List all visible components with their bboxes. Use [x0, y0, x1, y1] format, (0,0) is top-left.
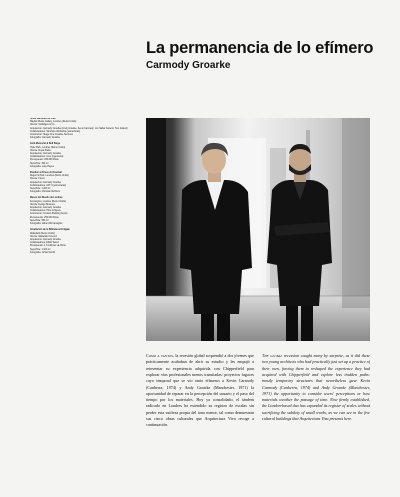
credit-line: Fotografía: Johan Dehlin: [30, 251, 56, 254]
architects-photo: [146, 118, 370, 341]
credit-line: Hyde Park, Londres (Reino Unido): [30, 146, 66, 149]
credit-line: Colaboradores: Arup (ingeniería): [30, 156, 64, 159]
body-text-spanish: la recesión global sorprendió a dos jóvenes que prácticamente acababan de abrir su estudio y les empujó a reinventar su experiencia adquirida con Chipperfield para explorar vías profesionales menos transitadas: proyectos fugaces cuyo temporal que se vio tanto efímeros a Kevin Carmody (Canberra, 1974) y Andy Groarke (Manchester, 1971) la oportunidad de reparar en la percepción del usuario y el paso del tiempo por los materiales. Hoy ya consolidado, el tándem radicado en Londres ha extendido su registro de escalas sin perder esta sutileza propia del tono menor, tal como demuestran sus cinco obras culturales que Arquitectura Viva recoge a continuación.: [146, 353, 254, 428]
lead-in-spanish: Como a tantos,: [146, 353, 175, 359]
credit-line: Cliente: Design Museum: [30, 203, 56, 206]
credit-line: Fotografía: Gilbert McCarragher: [30, 223, 63, 226]
credit-block: [30, 118, 136, 140]
credit-line: Presupuesto: 450.000 libras: [30, 159, 59, 162]
credit-line: Cliente: Frieze: [30, 178, 45, 181]
credit-line: Wakefield (Reino Unido): [30, 232, 55, 235]
credit-line: Presupuesto: 250.000 libras: [30, 216, 59, 219]
credit-line: Superficie: 300 m²: [30, 162, 49, 165]
credit-line: Arquitectos: Carmody Groarke: [30, 238, 62, 241]
credit-heading: Ampliación de la Biblioteca Kirkgate: [30, 229, 70, 232]
credit-line: Fotografía: Luke Hayes: [30, 165, 54, 168]
credit-line: Arquitectos: Carmody Groarke: [30, 153, 62, 156]
credit-line: Arquitectos: Carmody Groarke: [30, 181, 62, 184]
article-subtitle: Carmody Groarke: [146, 60, 231, 71]
credit-line: Constructor: Stage One Creative Services: [30, 134, 73, 137]
credit-line: Arquitectos: Carmody Groarke (Andy Groarke, Kevin Carmody; con Sahar Kazemi, Tom Ireland): [30, 127, 128, 130]
article-body-spanish: [146, 353, 254, 477]
credit-line: Arquitectos: Carmody Groarke: [30, 207, 62, 210]
article-title: La permanencia de lo efímero: [146, 39, 374, 57]
article-body-english: [262, 353, 370, 477]
credit-line: Fotografía: Carmody Groarke: [30, 137, 60, 140]
credit-line: Fotografía: Christian Richters: [30, 191, 60, 194]
credit-line: Cliente: Selfridges & Co.: [30, 124, 56, 127]
credit-line: Colaboradores: AKT II (estructuras): [30, 184, 67, 187]
credit-line: Colaboradores: Structure Workshop (estructuras): [30, 130, 81, 133]
credit-block: [30, 229, 136, 255]
credit-block: [30, 197, 136, 226]
credit-line: Colaboradores: Elliott Wood: [30, 242, 59, 245]
credit-block: [30, 172, 136, 194]
credit-heading: Museo del Diseño de Londres: [30, 197, 63, 200]
credit-line: Superficie: 1.200 m²: [30, 188, 51, 191]
project-credits: [30, 118, 136, 478]
credit-line: Cliente: Royal Parks: [30, 149, 51, 152]
credit-block: [30, 143, 136, 169]
lead-in-english: The global: [262, 353, 283, 359]
credit-line: Regent's Park, Londres (Reino Unido): [30, 175, 69, 178]
credit-line: Constructor: Coulson Building Group: [30, 213, 68, 216]
credit-heading: Pavilion at Frieze Art Festival: [30, 172, 62, 175]
credit-line: Cliente: Wakefield Council: [30, 235, 57, 238]
credit-line: Kensington, Londres (Reino Unido): [30, 200, 66, 203]
credit-line: Presupuesto: 1,8 millones de libras: [30, 245, 66, 248]
credit-heading: Show Windows Mc Dan: [30, 118, 56, 120]
credit-line: Superficie: 1.100 m²: [30, 248, 51, 251]
credit-heading: Gold Memorial & Bell Stage: [30, 143, 60, 146]
credit-line: Mayfair Mews Gallery, Londres (Reino Unido): [30, 121, 77, 124]
body-text-english: recession caught many by surprise, as it did these two young architects who had practically just set up a practice of their own, forcing them to reshaped the experience they had acquired with Chipperfield and explore less trodden paths: mostly temporary structures that nevertheless gave Kevin Carmody (Canberra, 1974) and Andy Groarke (Manchester, 1971) the opportunity to consider users' perceptions or how materials weather the passage of time. Now firmly established, the London-based duo has expanded its register of scales without sacrificing the subtlety of small works, as we can see in the five cultural buildings that Arquitectura Viva presents here.: [262, 353, 370, 422]
credit-line: Superficie: 550 m²: [30, 219, 49, 222]
credit-line: Colaboradores: Price & Myers: [30, 210, 61, 213]
